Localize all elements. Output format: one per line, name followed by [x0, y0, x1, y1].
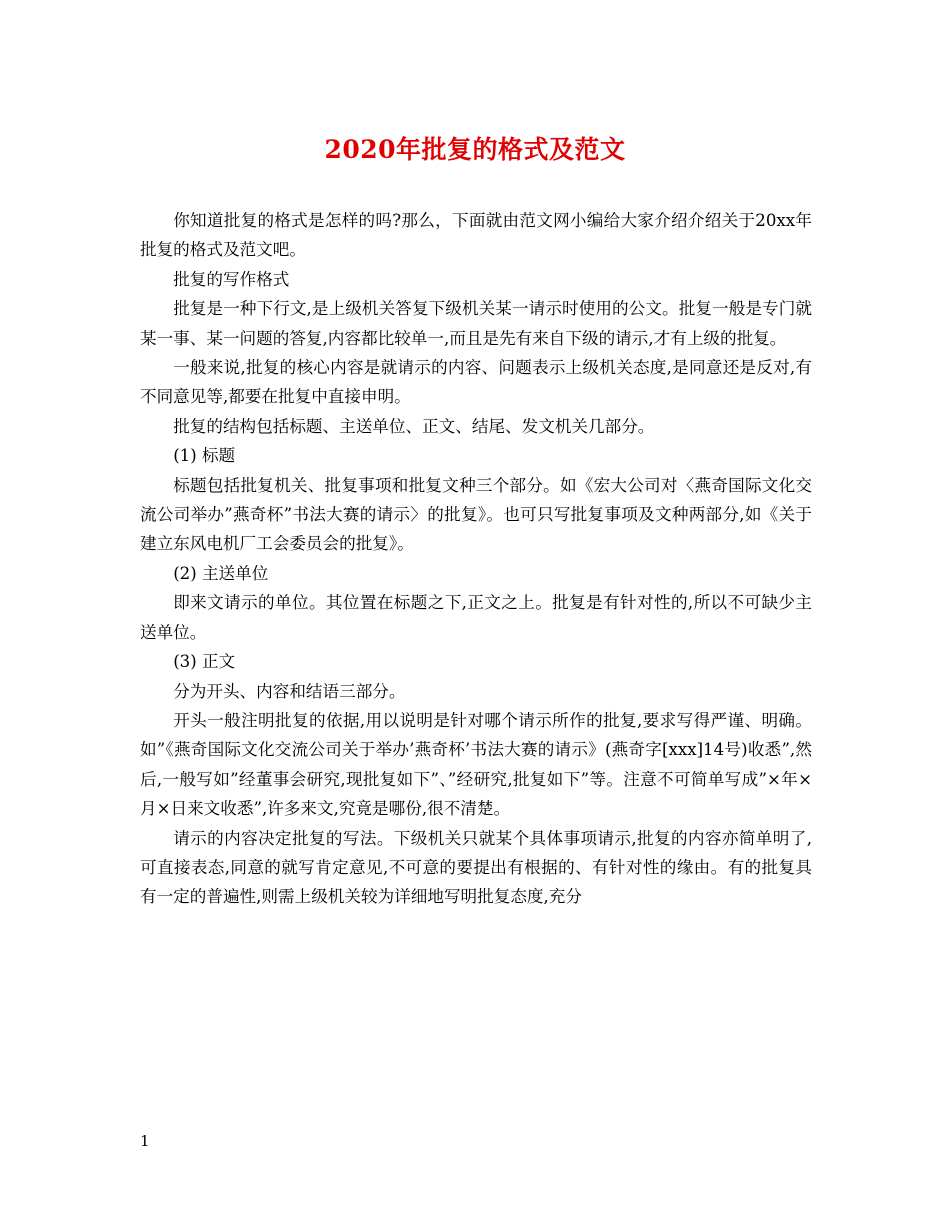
paragraph-structure: 批复的结构包括标题、主送单位、正文、结尾、发文机关几部分。 [173, 416, 655, 436]
paragraph-opening-detail: 开头一般注明批复的依据,用以说明是针对哪个请示所作的批复,要求写得严谨、明确。如”《燕奇国际文化交流公司关于举办’燕奇杯’书法大赛的请示》(燕奇字[xxx]14号)收悉”,然后,一般写如”经董事会研究,现批复如下”、”经研究,批复如下”等。注意不可简单写成”×年×月×日来文收悉”,许多来文,究竟是哪份,很不清楚。 [140, 710, 812, 819]
paragraph-section-recipient: (2) 主送单位 [173, 563, 269, 583]
paragraph-title-detail: 标题包括批复机关、批复事项和批复文种三个部分。如《宏大公司对〈燕奇国际文化交流公司举办”燕奇杯”书法大赛的请示〉的批复》。也可只写批复事项及文种两部分,如《关于建立东风电机厂工会委员会的批复》。 [140, 475, 812, 554]
paragraph-section-title: (1) 标题 [173, 446, 236, 466]
paragraph-content-detail: 请示的内容决定批复的写法。下级机关只就某个具体事项请示,批复的内容亦简单明了,可直接表态,同意的就写肯定意见,不可意的要提出有根据的、有针对性的缘由。有的批复具有一定的普遍性,则需上级机关较为详细地写明批复态度,充分 [140, 828, 812, 907]
paragraph-core-content: 一般来说,批复的核心内容是就请示的内容、问题表示上级机关态度,是同意还是反对,有不同意见等,都要在批复中直接申明。 [140, 358, 812, 407]
paragraph-section-body: (3) 正文 [173, 652, 236, 672]
document-title: 2020年批复的格式及范文 [324, 135, 626, 164]
paragraph-body-parts: 分为开头、内容和结语三部分。 [173, 681, 406, 701]
document-body [140, 206, 812, 912]
paragraph-intro: 你知道批复的格式是怎样的吗?那么，下面就由范文网小编给大家介绍介绍关于20xx年批复的格式及范文吧。 [140, 211, 812, 260]
paragraph-heading-format: 批复的写作格式 [173, 269, 290, 289]
paragraph-recipient-detail: 即来文请示的单位。其位置在标题之下,正文之上。批复是有针对性的,所以不可缺少主送单位。 [140, 593, 812, 642]
page-number: 1 [140, 1132, 150, 1150]
paragraph-definition: 批复是一种下行文,是上级机关答复下级机关某一请示时使用的公文。批复一般是专门就某一事、某一问题的答复,内容都比较单一,而且是先有来自下级的请示,才有上级的批复。 [140, 299, 812, 348]
